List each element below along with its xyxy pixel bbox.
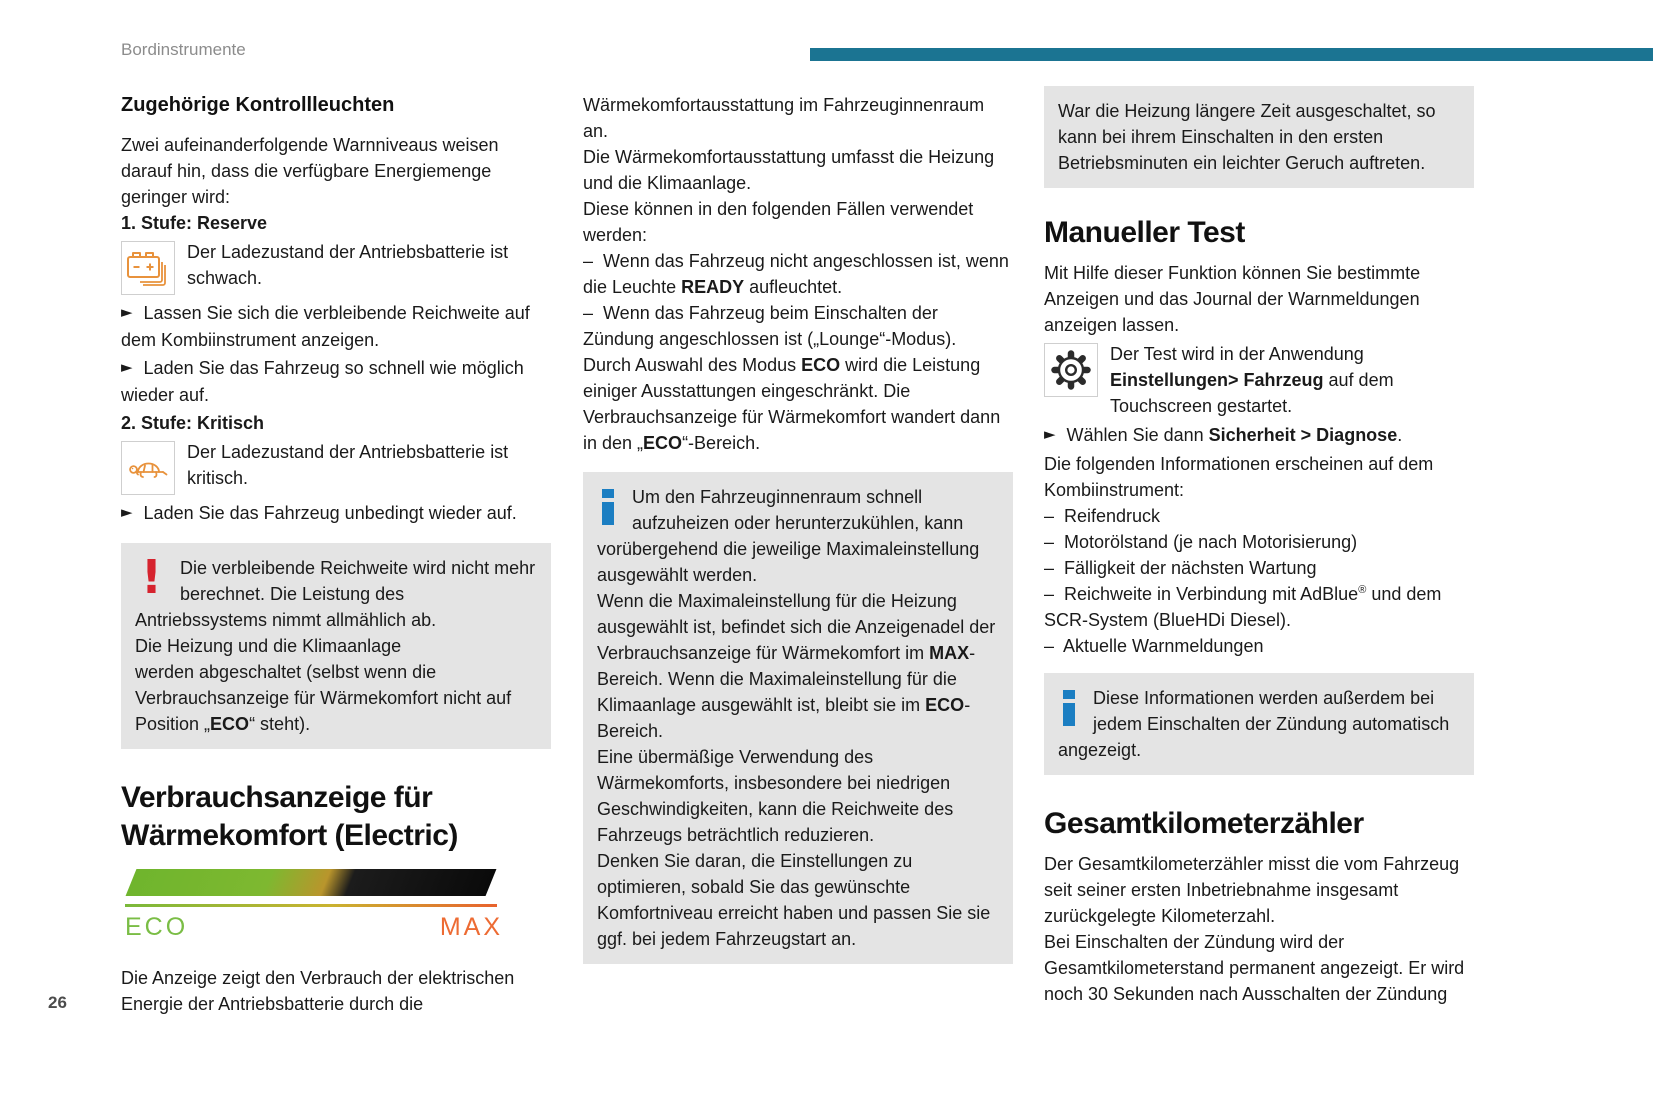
info-text: Um den Fahrzeuginnenraum schnell aufzuheizen oder herunterzukühlen, kann vorübergehend die jeweilige Maximaleinstellung ausgewählt werden. Wenn die Maximaleinstellung für die Heizung ausgewählt ist, befindet sich die Anzeigenadel der Verbrauchsanzeige für Wärmekomfort im MAX-Bereich. Wenn die Maximaleinstellung für die Klimaanlage ausgewählt ist, bleibt sie im ECO-Bereich. Eine übermäßige Verwendung des Wärmekomforts, insbesondere bei niedrigen Geschwindigkeiten, kann die Reichweite des Fahrzeugs beträchtlich reduzieren. Denken Sie daran, die Einstellungen zu optimieren, sobald Sie das gewünschte Komfortniveau erreicht haben und passen Sie sie ggf. bei jedem Fahrzeugstart an. — [597, 487, 996, 949]
running-header: Bordinstrumente — [121, 40, 246, 59]
settings-row — [1044, 341, 1474, 419]
paragraph: Bei Einschalten der Zündung wird der Gesamtkilometerstand permanent angezeigt. Er wird noch 30 Sekunden nach Ausschalten der Zündung — [1044, 932, 1465, 1004]
action-item — [121, 300, 551, 353]
list-item: – Aktuelle Warnmeldungen — [1044, 636, 1264, 656]
info-note-box — [583, 472, 1013, 964]
plain-note-box — [1044, 86, 1474, 188]
paragraph: Der Gesamtkilometerzähler misst die vom Fahrzeug seit seiner ersten Inbetriebnahme insgesamt zurückgelegte Kilometerzahl. — [1044, 854, 1460, 926]
action-arrow-icon: ► — [121, 503, 133, 521]
settings-text: Der Test wird in der Anwendung Einstellungen> Fahrzeug auf dem Touchscreen gestartet. — [1110, 344, 1394, 416]
action-item — [121, 355, 551, 408]
action-item — [121, 500, 551, 527]
action-item — [1044, 422, 1474, 449]
header-accent-bar — [810, 48, 1653, 61]
info-icon — [1062, 690, 1077, 733]
paragraph: Die folgenden Informationen erscheinen auf dem Kombiinstrument: — [1044, 454, 1434, 500]
paragraph: Diese können in den folgenden Fällen verwendet werden: — [583, 199, 974, 245]
stage1-label: 1. Stufe: Reserve — [121, 213, 268, 233]
list-item: – Reichweite in Verbindung mit AdBlue® und dem SCR-System (BlueHDi Diesel). — [1044, 584, 1442, 630]
thermal-comfort-gauge — [121, 869, 503, 949]
paragraph: Durch Auswahl des Modus ECO wird die Leistung einiger Ausstattungen eingeschränkt. Die Verbrauchsanzeige für Wärmekomfort wandert dann in den „ECO“-Bereich. — [583, 355, 1001, 453]
action-text: Lassen Sie sich die verbleibende Reichweite auf dem Kombiinstrument anzeigen. — [121, 303, 530, 350]
action-arrow-icon: ► — [1044, 425, 1056, 443]
column-left — [121, 92, 551, 1017]
gauge-gradient-bar — [126, 869, 497, 896]
list-item: – Reifendruck — [1044, 506, 1161, 526]
paragraph: Wärmekomfortausstattung im Fahrzeuginnenraum an. — [583, 95, 985, 141]
stage2-row — [121, 439, 551, 497]
warning-text: Die verbleibende Reichweite wird nicht mehr berechnet. Die Leistung des Antriebssystems nimmt allmählich ab. Die Heizung und die Klimaanlage werden abgeschaltet (selbst wenn die Verbrauchsanzeige für Wärmekomfort nicht auf Position „ECO“ steht). — [135, 558, 536, 734]
action-arrow-icon: ► — [121, 303, 133, 321]
gauge-labels — [125, 913, 503, 942]
stage1-row — [121, 239, 551, 297]
section-heading-manueller-test: Manueller Test — [1044, 216, 1245, 249]
action-text: Laden Sie das Fahrzeug unbedingt wieder auf. — [143, 503, 517, 523]
page-number: 26 — [48, 993, 67, 1012]
action-text: Laden Sie das Fahrzeug so schnell wie möglich wieder auf. — [121, 358, 524, 405]
list-item: – Motorölstand (je nach Motorisierung) — [1044, 532, 1358, 552]
list-item: – Wenn das Fahrzeug nicht angeschlossen ist, wenn die Leuchte READY aufleuchtet. — [583, 251, 1009, 297]
battery-low-icon — [121, 241, 175, 295]
paragraph: Die Anzeige zeigt den Verbrauch der elektrischen Energie der Antriebsbatterie durch die — [121, 968, 515, 1014]
warning-note-box — [121, 543, 551, 749]
info-text: Diese Informationen werden außerdem bei jedem Einschalten der Zündung automatisch angezeigt. — [1058, 688, 1450, 760]
gauge-underline — [125, 904, 497, 907]
settings-gear-icon — [1044, 343, 1098, 397]
section-heading-gesamtkilometerzaehler: Gesamtkilometerzähler — [1044, 807, 1364, 840]
section-heading-verbrauchsanzeige: Verbrauchsanzeige für Wärmekomfort (Electric) — [121, 781, 458, 852]
stage1-text: Der Ladezustand der Antriebsbatterie ist schwach. — [187, 242, 509, 288]
info-icon — [601, 489, 616, 532]
gauge-eco-label: ECO — [125, 913, 189, 941]
action-text: Wählen Sie dann Sicherheit > Diagnose. — [1066, 425, 1403, 445]
list-item: – Fälligkeit der nächsten Wartung — [1044, 558, 1317, 578]
info-note-box — [1044, 673, 1474, 775]
section-heading-kontrollleuchten: Zugehörige Kontrollleuchten — [121, 94, 395, 116]
warning-exclamation-icon: ! — [141, 550, 162, 604]
gauge-max-label: MAX — [439, 913, 503, 941]
column-middle — [583, 92, 1013, 964]
action-arrow-icon: ► — [121, 358, 133, 376]
column-right — [1044, 86, 1474, 1007]
paragraph: Zwei aufeinanderfolgende Warnniveaus weisen darauf hin, dass die verfügbare Energiemenge geringer wird: — [121, 135, 499, 207]
paragraph: Mit Hilfe dieser Funktion können Sie bestimmte Anzeigen und das Journal der Warnmeldungen anzeigen lassen. — [1044, 263, 1421, 335]
list-item: – Wenn das Fahrzeug beim Einschalten der Zündung angeschlossen ist („Lounge“-Modus). — [583, 303, 957, 349]
stage2-text: Der Ladezustand der Antriebsbatterie ist kritisch. — [187, 442, 509, 488]
turtle-icon — [121, 441, 175, 495]
paragraph: Die Wärmekomfortausstattung umfasst die Heizung und die Klimaanlage. — [583, 147, 995, 193]
note-text: War die Heizung längere Zeit ausgeschaltet, so kann bei ihrem Einschalten in den ersten Betriebsminuten ein leichter Geruch auftreten. — [1058, 101, 1436, 173]
stage2-label: 2. Stufe: Kritisch — [121, 413, 265, 433]
